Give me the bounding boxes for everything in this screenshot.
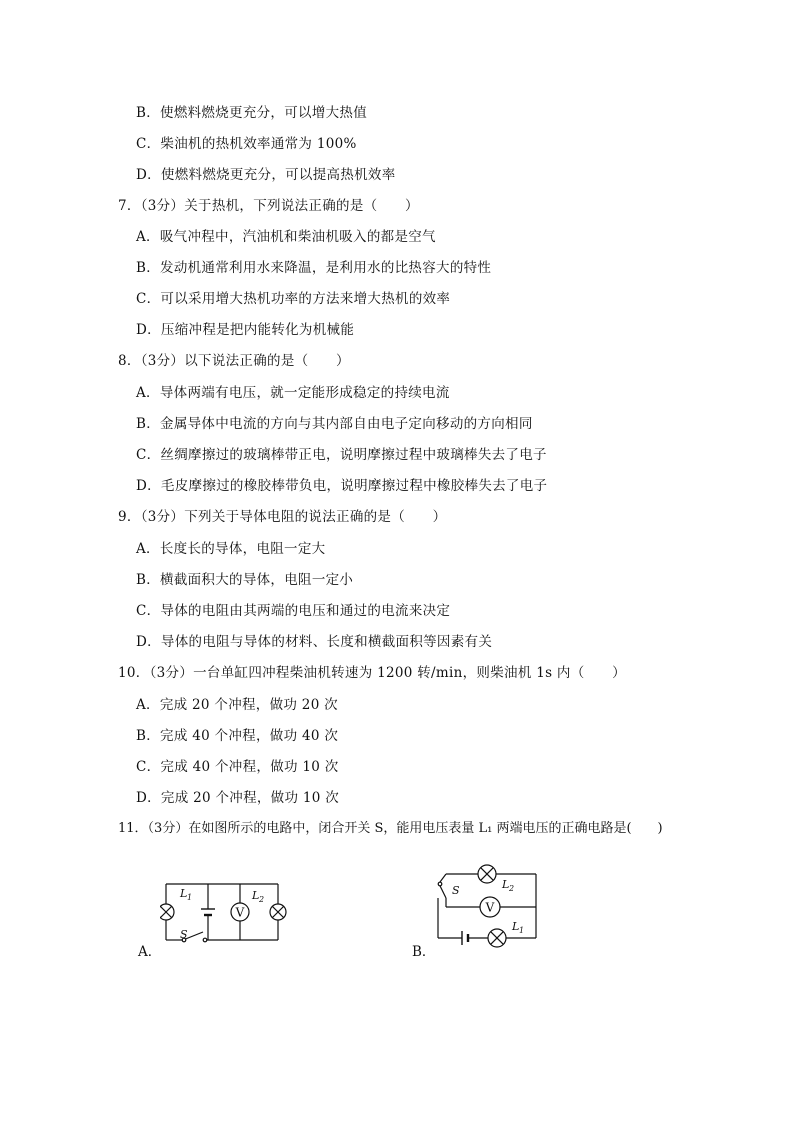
- voltmeter-symbol: [231, 903, 249, 921]
- l2-label: L: [502, 878, 510, 891]
- circuit-diagram-a: [160, 872, 288, 954]
- q10-option-b: B．完成 40 个冲程，做功 40 次: [136, 728, 339, 744]
- l1-label: L: [512, 920, 520, 933]
- l1-subscript: 1: [187, 893, 193, 902]
- q10-stem: 10．（3分）一台单缸四冲程柴油机转速为 1200 转/min，则柴油机 1s 内（ ）: [118, 665, 626, 681]
- voltmeter-symbol: [480, 897, 500, 917]
- q10-option-c: C．完成 40 个冲程，做功 10 次: [136, 759, 339, 775]
- circuit-diagram-b: [432, 858, 552, 954]
- q8-option-a: A．导体两端有电压，就一定能形成稳定的持续电流: [136, 385, 450, 401]
- l1-subscript: 1: [519, 926, 525, 935]
- voltmeter-v-label: V: [485, 900, 495, 915]
- l2-subscript: 2: [509, 884, 515, 893]
- lamp-l2-symbol: [478, 865, 496, 883]
- q8-option-b: B．金属导体中电流的方向与其内部自由电子定向移动的方向相同: [136, 416, 533, 432]
- switch-s-label: S: [452, 884, 460, 897]
- q6-option-d: D．使燃料燃烧更充分，可以提高热机效率: [136, 167, 396, 183]
- q6-option-c: C．柴油机的热机效率通常为 100%: [136, 136, 357, 152]
- l2-label: L: [252, 889, 260, 902]
- battery-symbol: [462, 931, 468, 945]
- battery-symbol: [201, 909, 215, 915]
- q7-option-d: D．压缩冲程是把内能转化为机械能: [136, 322, 355, 338]
- q11-stem: 11．（3分）在如图所示的电路中，闭合开关 S，能用电压表量 L₁ 两端电压的正确电路是( ): [118, 821, 663, 836]
- q9-stem: 9．（3分）下列关于导体电阻的说法正确的是（ ）: [118, 509, 447, 525]
- q8-option-c: C．丝绸摩擦过的玻璃棒带正电，说明摩擦过程中玻璃棒失去了电子: [136, 447, 547, 463]
- l1-label: L: [180, 887, 188, 900]
- q9-option-d: D．导体的电阻与导体的材料、长度和横截面积等因素有关: [136, 634, 493, 650]
- q8-option-d: D．毛皮摩擦过的橡胶棒带负电，说明摩擦过程中橡胶棒失去了电子: [136, 478, 548, 494]
- q9-option-c: C．导体的电阻由其两端的电压和通过的电流来决定: [136, 603, 451, 619]
- lamp-l1-symbol: [488, 929, 506, 947]
- q7-stem: 7．（3分）关于热机，下列说法正确的是（ ）: [118, 198, 419, 214]
- q7-option-b: B．发动机通常利用水来降温，是利用水的比热容大的特性: [136, 260, 492, 276]
- q10-option-d: D．完成 20 个冲程，做功 10 次: [136, 790, 340, 806]
- q7-option-c: C．可以采用增大热机功率的方法来增大热机的效率: [136, 291, 451, 307]
- switch-symbol: [438, 874, 446, 898]
- lamp-l2-symbol: [270, 904, 286, 920]
- lamp-l1-symbol: [160, 904, 174, 920]
- q11-option-a-label: A．: [138, 944, 162, 960]
- q10-option-a: A．完成 20 个冲程，做功 20 次: [136, 697, 338, 713]
- voltmeter-v-label: V: [235, 905, 245, 920]
- q8-stem: 8．（3分）以下说法正确的是（ ）: [118, 353, 350, 369]
- l2-subscript: 2: [259, 895, 265, 904]
- q7-option-a: A．吸气冲程中，汽油机和柴油机吸入的都是空气: [136, 229, 436, 245]
- q11-option-b-label: B．: [412, 944, 436, 960]
- switch-s-label: S: [180, 928, 188, 941]
- q9-option-b: B．横截面积大的导体，电阻一定小: [136, 572, 354, 588]
- q6-option-b: B．使燃料燃烧更充分，可以增大热值: [136, 105, 368, 121]
- q9-option-a: A．长度长的导体，电阻一定大: [136, 541, 326, 557]
